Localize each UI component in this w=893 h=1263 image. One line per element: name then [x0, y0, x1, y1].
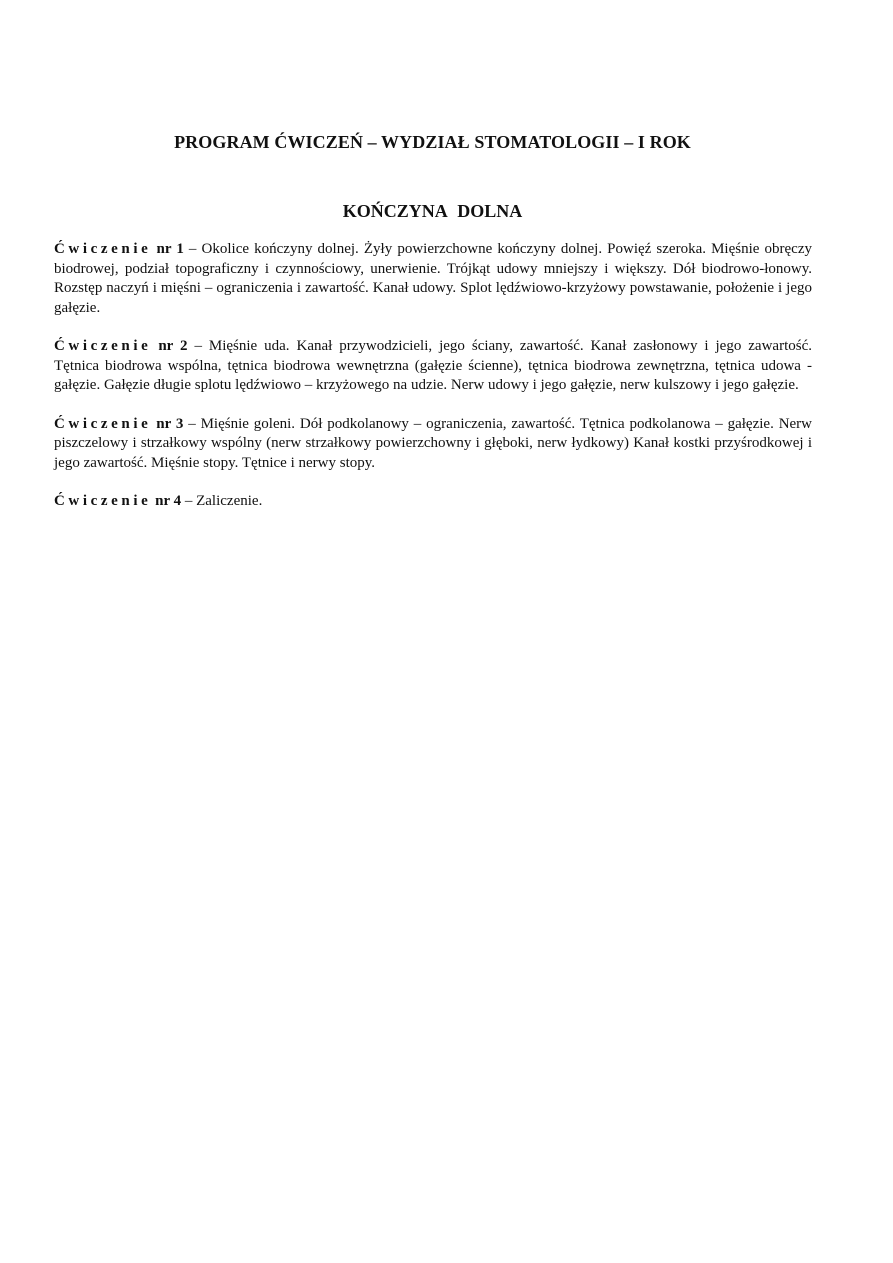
exercise-heading: Ćwiczenie	[54, 415, 152, 432]
exercise-text: – Okolice kończyny dolnej. Żyły powierzchowne kończyny dolnej. Powięź szeroka. Mięśnie obręczy biodrowej, podział topograficzny i czynnościowy, unerwienie. Trójkąt udowy mniejszy i większy. Dół biodrowo-łonowy. Rozstęp naczyń i mięśni – ograniczenia i zawartość. Kanał udowy. Splot lędźwiowo-krzyżowy powstawanie, położenie i jego gałęzie.	[54, 241, 812, 316]
exercise-number: nr 3	[156, 415, 184, 432]
exercise-list	[54, 240, 812, 531]
page-title: PROGRAM ĆWICZEŃ – WYDZIAŁ STOMATOLOGII – I ROK	[174, 132, 691, 152]
exercise-text: – Mięśnie uda. Kanał przywodzicieli, jego ściany, zawartość. Kanał zasłonowy i jego zawartość. Tętnica biodrowa wspólna, tętnica biodrowa wewnętrzna (gałęzie ścienne), tętnica biodrowa zewnętrzna, tętnica udowa - gałęzie. Gałęzie długie splotu lędźwiowo – krzyżowego na udzie. Nerw udowy i jego gałęzie, nerw kulszowy i jego gałęzie.	[54, 338, 812, 393]
exercise-number: nr 1	[156, 241, 184, 257]
exercise-paragraph-2	[54, 337, 812, 396]
section-title: KOŃCZYNA DOLNA	[342, 201, 523, 221]
exercise-number: nr 4	[155, 493, 182, 509]
exercise-paragraph-4	[54, 492, 812, 512]
exercise-paragraph-3	[54, 415, 812, 474]
exercise-text: – Zaliczenie.	[181, 493, 263, 509]
exercise-number: nr 2	[158, 338, 188, 354]
exercise-heading: Ćwiczenie	[54, 241, 152, 257]
exercise-heading: Ćwiczenie	[54, 338, 152, 354]
exercise-text: – Mięśnie goleni. Dół podkolanowy – ograniczenia, zawartość. Tętnica podkolanowa – gałęzie. Nerw piszczelowy i strzałkowy wspólny (nerw strzałkowy powierzchowny i głęboki, nerw łydkowy) Kanał kostki przyśrodkowej i jego zawartość. Mięśnie stopy. Tętnice i nerwy stopy.	[54, 415, 813, 471]
exercise-heading: Ćwiczenie	[54, 493, 152, 509]
exercise-paragraph-1	[54, 240, 812, 318]
